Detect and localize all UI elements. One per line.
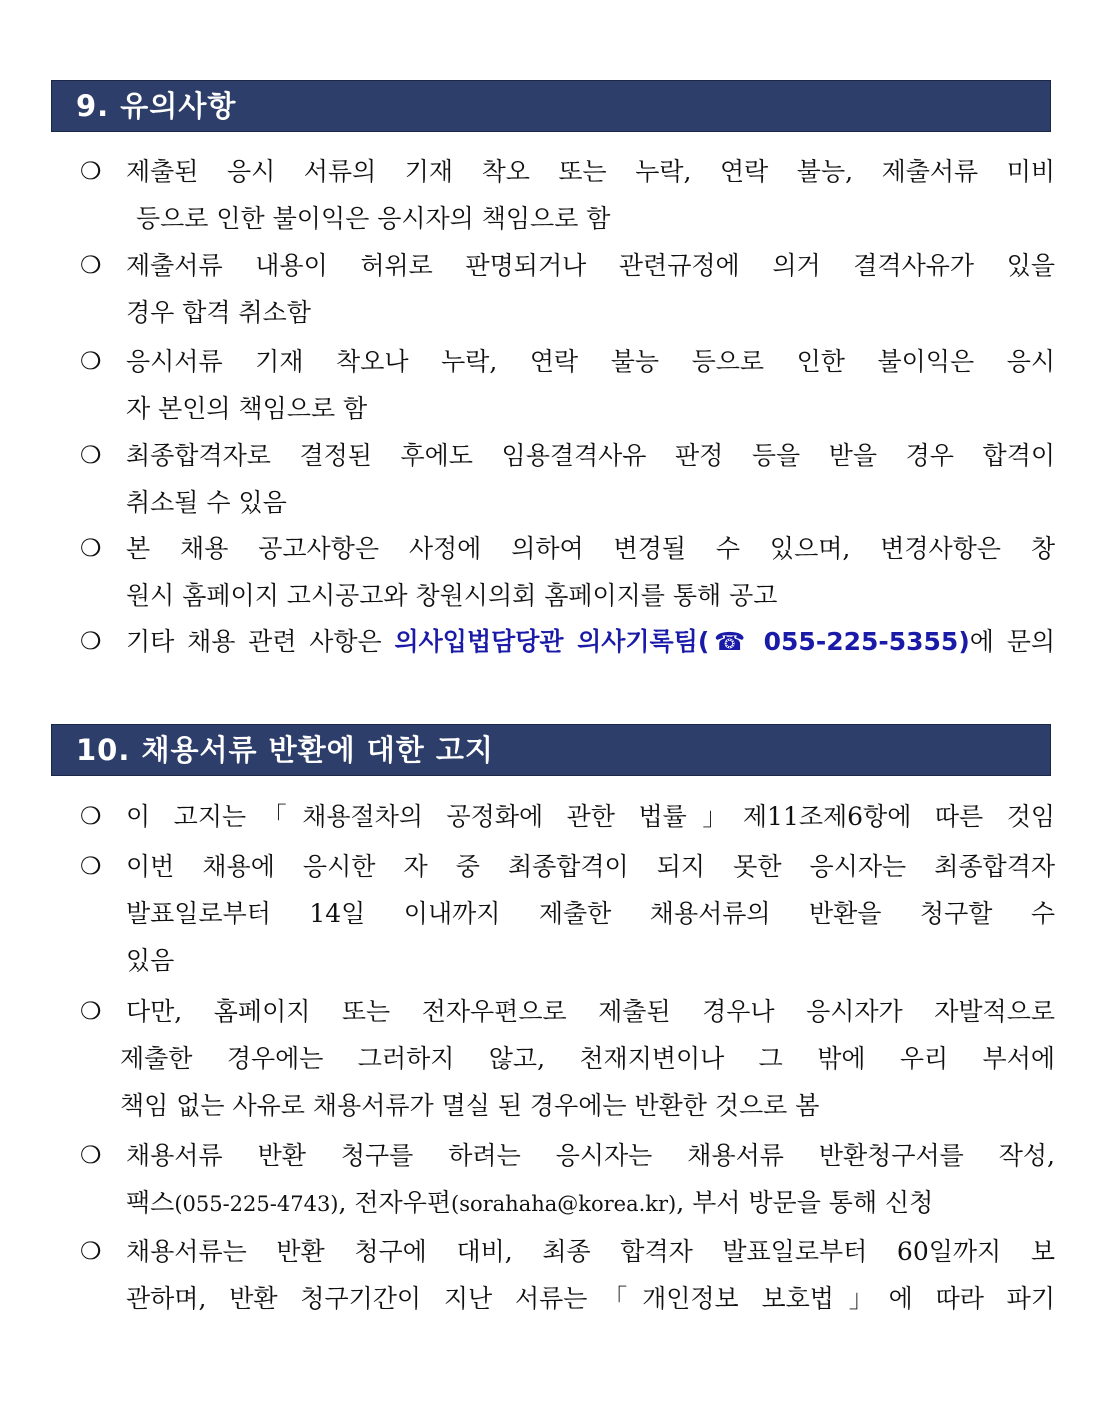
section-10-header: 10. 채용서류 반환에 대한 고지 xyxy=(51,724,1051,776)
item-line: 관하며, 반환 청구기간이 지난 서류는「개인정보 보호법」에 따라 파기 xyxy=(126,1284,1055,1313)
item-text: 에 문의 xyxy=(969,627,1055,656)
notice-item-3 xyxy=(80,338,1055,432)
bullet-icon: ❍ xyxy=(80,1141,102,1169)
fax-number: (055-225-4743) xyxy=(174,1192,339,1216)
notice-item-6 xyxy=(80,618,1055,665)
item-line: 발표일로부터 14일 이내까지 제출한 채용서류의 반환을 청구할 수 xyxy=(126,899,1055,928)
item-line: 책임 없는 사유로 채용서류가 멸실 된 경우에는 반환한 것으로 봄 xyxy=(120,1091,820,1120)
item-text: 기타 채용 관련 사항은 xyxy=(126,627,395,656)
fax-label: 팩스 xyxy=(126,1188,175,1217)
item-line: 등으로 인한 불이익은 응시자의 책임으로 함 xyxy=(136,204,611,233)
bullet-icon: ❍ xyxy=(80,852,102,880)
return-item-3 xyxy=(80,988,1055,1129)
bullet-icon: ❍ xyxy=(80,441,102,469)
notice-item-4 xyxy=(80,432,1055,526)
notice-item-5 xyxy=(80,525,1055,619)
item-line: 제출서류 내용이 허위로 판명되거나 관련규정에 의거 결격사유가 있을 xyxy=(126,251,1055,280)
item-text: , 부서 방문을 통해 신청 xyxy=(676,1188,934,1217)
bullet-icon: ❍ xyxy=(80,1237,102,1265)
email-address: (sorahaha@korea.kr) xyxy=(451,1192,677,1216)
item-line: 채용서류 반환 청구를 하려는 응시자는 채용서류 반환청구서를 작성, xyxy=(126,1141,1055,1170)
bullet-icon: ❍ xyxy=(80,251,102,279)
item-line xyxy=(80,618,1055,665)
bullet-icon: ❍ xyxy=(80,534,102,562)
return-item-1 xyxy=(80,793,1055,840)
item-line xyxy=(80,1179,1055,1226)
item-line: 응시서류 기재 착오나 누락, 연락 불능 등으로 인한 불이익은 응시 xyxy=(126,347,1055,376)
section-9-header: 9. 유의사항 xyxy=(51,80,1051,132)
notice-item-1 xyxy=(80,148,1055,242)
item-line: 제출된 응시 서류의 기재 착오 또는 누락, 연락 불능, 제출서류 미비 xyxy=(126,157,1055,186)
item-line: 채용서류는 반환 청구에 대비, 최종 합격자 발표일로부터 60일까지 보 xyxy=(126,1237,1055,1266)
item-line: 자 본인의 책임으로 함 xyxy=(126,394,368,423)
return-item-5 xyxy=(80,1228,1055,1322)
bullet-icon: ❍ xyxy=(80,627,102,655)
item-line: 이번 채용에 응시한 자 중 최종합격이 되지 못한 응시자는 최종합격자 xyxy=(126,852,1055,881)
contact-info: 의사입법담당관 의사기록팀(☎ 055-225-5355) xyxy=(394,627,970,656)
item-line: 취소될 수 있음 xyxy=(126,488,287,517)
bullet-icon: ❍ xyxy=(80,997,102,1025)
item-line: 최종합격자로 결정된 후에도 임용결격사유 판정 등을 받을 경우 합격이 xyxy=(126,441,1055,470)
notice-item-2 xyxy=(80,242,1055,336)
email-label: , 전자우편 xyxy=(338,1188,451,1217)
item-line: 이 고지는「채용절차의 공정화에 관한 법률」제11조제6항에 따른 것임 xyxy=(126,802,1055,831)
bullet-icon: ❍ xyxy=(80,157,102,185)
bullet-icon: ❍ xyxy=(80,347,102,375)
item-line: 경우 합격 취소함 xyxy=(126,298,311,327)
return-item-4 xyxy=(80,1132,1055,1226)
item-line: 있음 xyxy=(126,946,175,975)
item-line: 본 채용 공고사항은 사정에 의하여 변경될 수 있으며, 변경사항은 창 xyxy=(126,534,1055,563)
item-line: 제출한 경우에는 그러하지 않고, 천재지변이나 그 밖에 우리 부서에 xyxy=(120,1044,1055,1073)
return-item-2 xyxy=(80,843,1055,984)
item-line: 다만, 홈페이지 또는 전자우편으로 제출된 경우나 응시자가 자발적으로 xyxy=(126,997,1055,1026)
item-line: 원시 홈페이지 고시공고와 창원시의회 홈페이지를 통해 공고 xyxy=(126,581,778,610)
bullet-icon: ❍ xyxy=(80,802,102,830)
